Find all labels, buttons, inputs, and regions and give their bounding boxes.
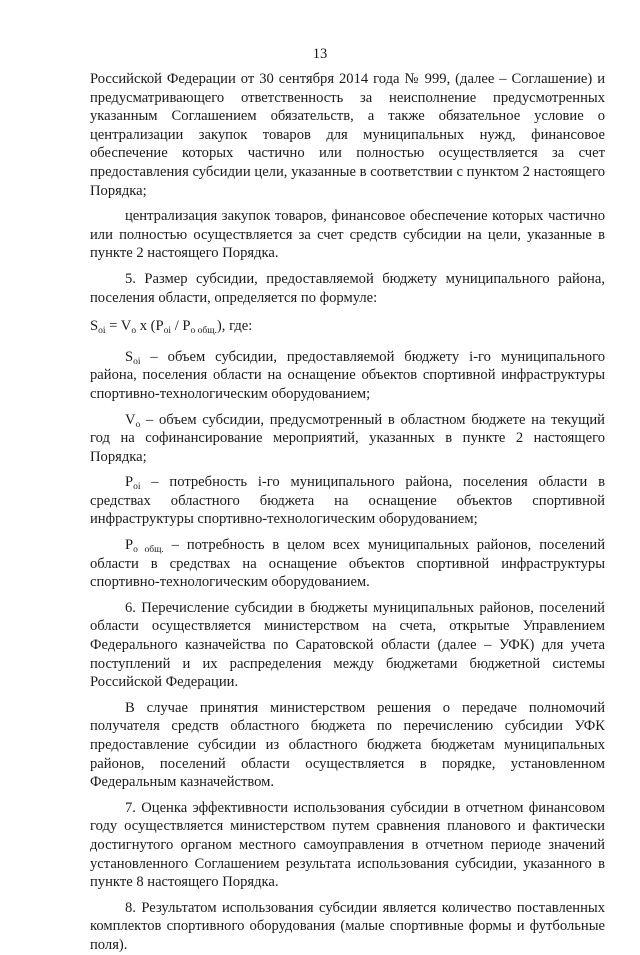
document-body: [90, 70, 605, 955]
paragraph-delegation: В случае принятия министерством решения о передаче полномочий получателя средств областного бюджета по перечислению субсидии УФК предоставление субсидии из областного бюджета бюджетам муниципальных районов, поселений области осуществляется в порядке, установленном Федеральным казначейством.: [90, 699, 605, 791]
paragraph-efficiency: 7. Оценка эффективности использования субсидии в отчетном финансовом году осуществляется министерством путем сравнения планового и фактически достигнутого органом местного самоуправления в отчетном периоде значений установленного Соглашением результата использования субсидии, указанного в пункте 8 настоящего Порядка.: [90, 799, 605, 891]
definition-p-o-total: $P_{o общ.}$ – потребность в целом всех муниципальных районов, поселений области в средствах на оснащение объектов спортивной инфраструктуры спортивно-технологическим оборудованием.: [90, 537, 606, 591]
page-number: 13: [312, 46, 328, 62]
subsidy-formula: $S_{oi} = V_o$ x $(P_{oi} / P_{o общ.})$, где:: [90, 318, 253, 337]
paragraph-subsidy-size: 5. Размер субсидии, предоставляемой бюджету муниципального района, поселения области, определяется по формуле:: [90, 270, 605, 306]
paragraph-transfer: 6. Перечисление субсидии в бюджеты муниципальных районов, поселений области осуществляется министерством на счета, открытые Управлением Федерального казначейства по Саратовской области (далее – УФК) для учета поступлений и их распределения между бюджетами бюджетной системы Российской Федерации.: [90, 599, 605, 691]
paragraph-agreement-continuation: Российской Федерации от 30 сентября 2014 года № 999, (далее – Соглашение) и предусматривающего ответственность за неисполнение предусмотренных указанным Соглашением обязательств, а также обязательное условие о централизации закупок товаров для муниципальных нужд, финансовое обеспечение которых частично или полностью осуществляется за счет предоставления субсидии цели, указанные в соответствии с пунктом 2 настоящего Порядка;: [90, 71, 605, 199]
paragraph-result: 8. Результатом использования субсидии является количество поставленных комплектов спортивного оборудования (малые спортивные формы и футбольные поля).: [90, 899, 605, 953]
definition-s-oi: $S_{oi}$ – объем субсидии, предоставляемой бюджету i-го муниципального района, поселения области на оснащение объектов спортивной инфраструктуры спортивно-технологическим оборудованием;: [90, 348, 605, 402]
definition-p-oi: $P_{oi}$ – потребность i-го муниципального района, поселения области в средствах областного бюджета на оснащение объектов спортивной инфраструктуры спортивно-технологическим оборудованием;: [90, 474, 605, 528]
definition-v-o: $V_o$ – объем субсидии, предусмотренный в областном бюджете на текущий год на софинансирование мероприятий, указанных в пункте 2 настоящего Порядка;: [90, 411, 605, 465]
paragraph-centralization: централизация закупок товаров, финансовое обеспечение которых частично или полностью осуществляется за счет средств субсидии на цели, указанные в пункте 2 настоящего Порядка.: [90, 208, 605, 262]
